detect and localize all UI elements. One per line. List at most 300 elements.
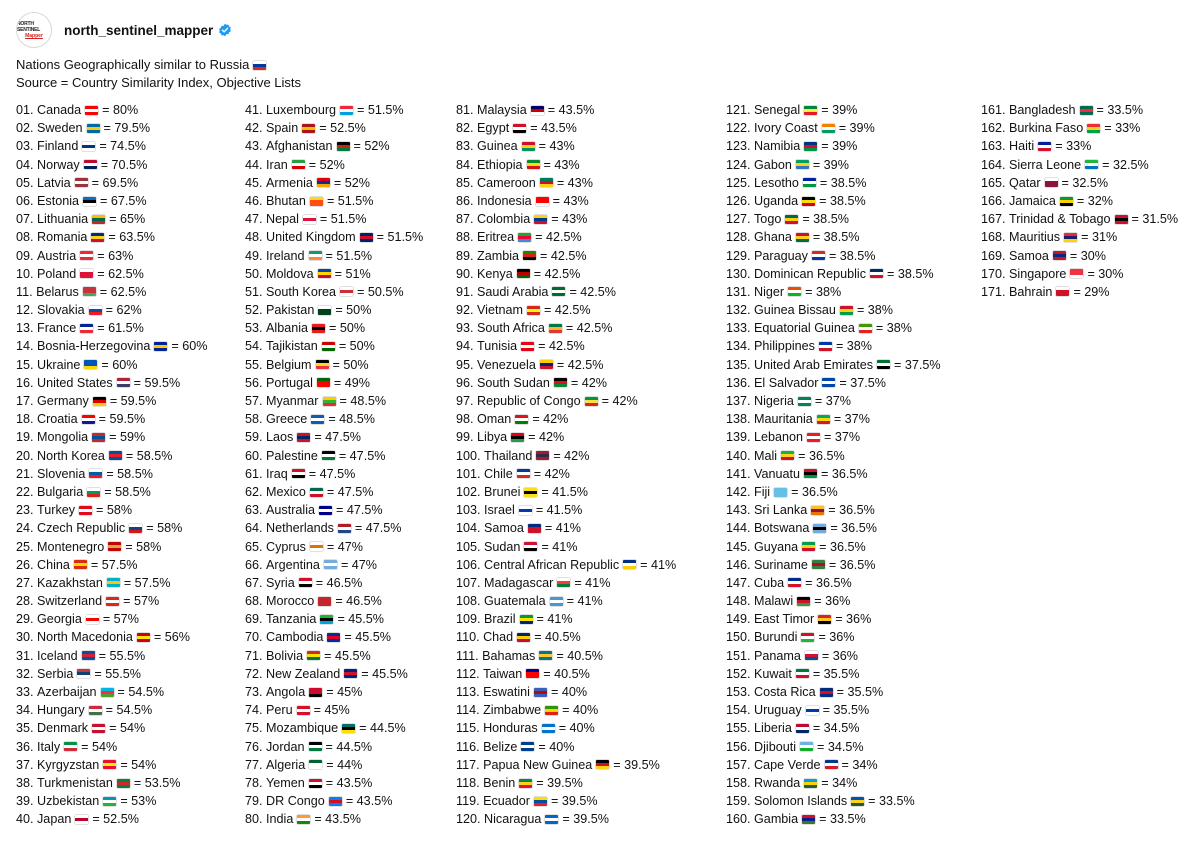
list-item xyxy=(726,410,941,428)
flag-icon xyxy=(870,269,883,278)
flag-icon xyxy=(318,306,331,315)
item-score: = 38.5% xyxy=(802,212,849,227)
item-country: Slovenia xyxy=(33,466,86,481)
item-country: Azerbaijan xyxy=(33,685,97,699)
list-item xyxy=(245,810,423,828)
list-item xyxy=(726,156,941,174)
item-rank: 99. xyxy=(456,430,474,445)
list-item xyxy=(981,228,1178,246)
item-rank: 28. xyxy=(16,594,34,609)
item-rank: 19. xyxy=(16,430,34,445)
item-country: Australia xyxy=(262,503,316,518)
item-country: Poland xyxy=(33,266,77,281)
list-item xyxy=(245,610,423,628)
item-country: Bahamas xyxy=(478,648,536,663)
item-rank: 105. xyxy=(456,539,481,554)
flag-icon xyxy=(536,451,549,460)
list-item xyxy=(245,137,423,155)
item-rank: 47. xyxy=(245,212,263,227)
item-score: = 44.5% xyxy=(359,721,406,736)
item-score: = 36.5% xyxy=(819,539,866,554)
list-item xyxy=(981,174,1178,192)
item-country: Canada xyxy=(33,103,82,117)
item-country: Brazil xyxy=(480,612,516,627)
item-rank: 123. xyxy=(726,139,751,154)
item-country: Mali xyxy=(750,448,778,463)
item-rank: 35. xyxy=(16,721,34,736)
item-score: = 63.5% xyxy=(108,230,155,245)
item-rank: 20. xyxy=(16,448,34,463)
list-item xyxy=(245,301,423,319)
flag-icon xyxy=(585,397,598,406)
item-country: Denmark xyxy=(33,721,89,736)
item-score: = 39% xyxy=(821,103,858,117)
caption-title: Nations Geographically similar to Russia xyxy=(16,57,250,72)
item-country: Niger xyxy=(750,284,785,299)
item-score: = 43.5% xyxy=(314,812,361,827)
item-score: = 50% xyxy=(335,303,372,318)
list-item xyxy=(245,701,423,719)
flag-icon xyxy=(802,815,815,824)
list-item xyxy=(16,428,207,446)
item-rank: 31. xyxy=(16,648,34,663)
item-rank: 63. xyxy=(245,503,263,518)
item-rank: 44. xyxy=(245,157,263,172)
item-score: = 42.5% xyxy=(569,284,616,299)
list-item xyxy=(726,428,941,446)
username[interactable]: north_sentinel_mapper xyxy=(64,22,214,38)
list-item xyxy=(981,156,1178,174)
flag-icon xyxy=(523,251,536,260)
item-score: = 45.5% xyxy=(337,612,384,627)
item-score: = 59.5% xyxy=(109,394,157,408)
item-score: = 39% xyxy=(838,121,875,136)
item-country: Haiti xyxy=(1005,139,1035,154)
item-score: = 42% xyxy=(533,466,570,481)
list-item xyxy=(245,519,423,537)
item-country: Costa Rica xyxy=(750,685,816,699)
flag-icon xyxy=(64,742,77,751)
list-item xyxy=(16,301,207,319)
flag-icon xyxy=(1115,215,1128,224)
item-country: Palestine xyxy=(262,448,318,463)
flag-icon xyxy=(84,160,97,169)
item-rank: 115. xyxy=(456,721,480,736)
item-score: = 38.5% xyxy=(828,248,876,263)
item-rank: 40. xyxy=(16,812,34,827)
list-item xyxy=(726,519,941,537)
list-item xyxy=(245,337,423,355)
item-rank: 34. xyxy=(16,703,34,718)
item-score: = 43.5% xyxy=(345,794,393,809)
item-score: = 51.5% xyxy=(326,193,374,208)
item-rank: 164. xyxy=(981,157,1006,172)
list-item xyxy=(726,501,941,519)
item-score: = 65% xyxy=(109,212,146,227)
flag-icon xyxy=(812,251,825,260)
item-score: = 40% xyxy=(562,703,599,718)
item-rank: 54. xyxy=(245,339,263,354)
item-country: Japan xyxy=(33,812,72,827)
item-score: = 41% xyxy=(544,521,581,536)
list-item xyxy=(726,319,941,337)
item-country: Ukraine xyxy=(33,357,81,372)
item-country: Gambia xyxy=(750,812,799,827)
item-rank: 165. xyxy=(981,175,1006,190)
item-rank: 124. xyxy=(726,157,751,172)
item-rank: 138. xyxy=(726,412,751,427)
list-item xyxy=(16,192,207,210)
item-rank: 94. xyxy=(456,339,474,354)
flag-icon xyxy=(840,306,853,315)
item-rank: 113. xyxy=(456,685,480,699)
item-country: Bangladesh xyxy=(1005,103,1076,117)
list-item xyxy=(16,719,207,737)
flag-icon xyxy=(292,469,305,478)
flag-icon xyxy=(344,669,357,678)
item-score: = 39.5% xyxy=(613,757,660,772)
flag-icon xyxy=(340,106,353,115)
flag-icon xyxy=(1070,269,1083,278)
list-item xyxy=(245,410,423,428)
item-score: = 30% xyxy=(1087,266,1124,281)
item-country: Djibouti xyxy=(750,739,797,754)
list-item xyxy=(245,483,423,501)
flag-icon xyxy=(82,651,95,660)
item-rank: 103. xyxy=(456,503,481,518)
item-rank: 114. xyxy=(456,703,480,718)
list-item xyxy=(981,265,1178,283)
item-rank: 71. xyxy=(245,648,263,663)
list-item xyxy=(456,192,676,210)
item-score: = 33.5% xyxy=(819,812,866,827)
item-country: Ivory Coast xyxy=(750,121,818,136)
item-country: Cuba xyxy=(750,575,785,590)
flag-icon xyxy=(319,506,332,515)
item-score: = 42.5% xyxy=(544,303,591,318)
caption-title-line xyxy=(16,56,301,74)
flag-icon xyxy=(329,797,342,806)
item-country: Croatia xyxy=(33,412,78,427)
flag-icon xyxy=(540,178,553,187)
list-item xyxy=(456,119,676,137)
flag-icon xyxy=(1064,233,1077,242)
list-item xyxy=(726,810,941,828)
item-country: Ireland xyxy=(262,248,305,263)
flag-icon xyxy=(796,160,809,169)
item-rank: 48. xyxy=(245,230,263,245)
flag-icon xyxy=(312,324,325,333)
flag-icon xyxy=(774,488,787,497)
flag-icon xyxy=(316,360,329,369)
item-rank: 04. xyxy=(16,157,34,172)
list-item xyxy=(726,192,941,210)
item-score: = 61.5% xyxy=(97,321,144,336)
list-item xyxy=(456,283,676,301)
list-item xyxy=(726,283,941,301)
item-rank: 125. xyxy=(726,175,751,190)
item-score: = 32.5% xyxy=(1102,157,1149,172)
item-rank: 166. xyxy=(981,193,1006,208)
item-country: Afghanistan xyxy=(262,139,333,154)
item-score: = 36.5% xyxy=(828,557,876,572)
item-country: Syria xyxy=(262,575,295,590)
item-rank: 169. xyxy=(981,248,1006,263)
item-score: = 37% xyxy=(833,412,870,427)
item-rank: 146. xyxy=(726,557,751,572)
item-country: Turkey xyxy=(33,503,76,518)
list-item xyxy=(981,119,1178,137)
item-score: = 74.5% xyxy=(99,139,146,154)
item-rank: 168. xyxy=(981,230,1006,245)
item-rank: 36. xyxy=(16,739,34,754)
flag-icon xyxy=(92,724,105,733)
item-country: Qatar xyxy=(1005,175,1041,190)
item-score: = 36.5% xyxy=(830,521,877,536)
flag-icon xyxy=(851,797,864,806)
flag-icon xyxy=(106,597,119,606)
item-country: Paraguay xyxy=(750,248,808,263)
item-country: Iraq xyxy=(262,466,288,481)
item-score: = 60% xyxy=(171,339,208,354)
flag-icon xyxy=(545,706,558,715)
flag-icon xyxy=(806,706,819,715)
item-score: = 57.5% xyxy=(123,575,171,590)
list-item xyxy=(456,156,676,174)
list-item xyxy=(456,756,676,774)
flag-icon xyxy=(311,415,324,424)
list-item xyxy=(726,756,941,774)
item-country: France xyxy=(33,321,77,336)
item-score: = 33% xyxy=(1055,139,1092,154)
item-rank: 91. xyxy=(456,284,474,299)
item-score: = 33% xyxy=(1104,121,1141,136)
list-item xyxy=(456,137,676,155)
flag-icon xyxy=(338,524,351,533)
list-item xyxy=(456,410,676,428)
item-rank: 43. xyxy=(245,139,263,154)
item-rank: 70. xyxy=(245,630,263,645)
item-rank: 21. xyxy=(16,466,34,481)
list-item xyxy=(726,174,941,192)
item-score: = 45.5% xyxy=(324,648,371,663)
item-country: Sierra Leone xyxy=(1005,157,1082,172)
list-item xyxy=(726,101,941,119)
flag-icon xyxy=(92,215,105,224)
item-rank: 14. xyxy=(16,339,34,354)
flag-icon xyxy=(549,324,562,333)
item-score: = 37.5% xyxy=(894,357,941,372)
item-country: Guyana xyxy=(750,539,799,554)
item-rank: 16. xyxy=(16,375,34,390)
item-score: = 47.5% xyxy=(326,484,374,499)
item-country: Slovakia xyxy=(33,303,85,318)
flag-icon xyxy=(75,178,88,187)
item-rank: 84. xyxy=(456,157,474,172)
item-country: Tanzania xyxy=(262,612,317,627)
list-item xyxy=(245,665,423,683)
item-rank: 41. xyxy=(245,103,263,117)
item-country: Mozambique xyxy=(262,721,339,736)
item-country: South Sudan xyxy=(473,375,550,390)
item-country: Hungary xyxy=(33,703,85,718)
flag-icon xyxy=(524,542,537,551)
list-item xyxy=(245,774,423,792)
item-rank: 76. xyxy=(245,739,263,754)
item-score: = 30% xyxy=(1069,248,1106,263)
item-country: Colombia xyxy=(473,212,531,227)
item-country: Yemen xyxy=(262,775,305,790)
item-country: Luxembourg xyxy=(262,103,337,117)
flag-icon xyxy=(154,342,167,351)
item-rank: 13. xyxy=(16,321,34,336)
flag-icon xyxy=(517,469,530,478)
item-country: Jordan xyxy=(262,739,305,754)
item-country: Vietnam xyxy=(473,303,523,318)
item-score: = 50.5% xyxy=(357,284,404,299)
flag-icon xyxy=(798,397,811,406)
item-rank: 15. xyxy=(16,357,34,372)
item-country: Brunei xyxy=(480,484,521,499)
flag-icon xyxy=(805,651,818,660)
flag-icon xyxy=(309,742,322,751)
item-country: Myanmar xyxy=(262,394,319,408)
list-item xyxy=(16,738,207,756)
item-country: Laos xyxy=(262,430,294,445)
item-rank: 30. xyxy=(16,630,34,645)
list-item xyxy=(16,319,207,337)
flag-icon xyxy=(1053,251,1066,260)
item-score: = 39.5% xyxy=(562,812,609,827)
item-score: = 44.5% xyxy=(325,739,373,754)
item-rank: 52. xyxy=(245,303,263,318)
list-item xyxy=(726,647,941,665)
flag-icon xyxy=(310,542,323,551)
item-score: = 40% xyxy=(550,685,588,699)
flag-icon xyxy=(101,688,114,697)
item-country: Algeria xyxy=(262,757,306,772)
item-score: = 59.5% xyxy=(133,375,181,390)
item-score: = 51.5% xyxy=(319,212,367,227)
item-country: Lesotho xyxy=(750,175,799,190)
list-item xyxy=(245,719,423,737)
flag-icon xyxy=(292,160,305,169)
flag-icon xyxy=(534,688,547,697)
item-score: = 33.5% xyxy=(868,794,915,809)
item-rank: 65. xyxy=(245,539,263,554)
flag-icon xyxy=(1060,197,1073,206)
item-score: = 53.5% xyxy=(133,775,181,790)
flag-icon xyxy=(513,124,526,133)
item-score: = 54.5% xyxy=(105,703,153,718)
item-rank: 81. xyxy=(456,103,474,117)
flag-icon xyxy=(552,287,565,296)
caption-source: Source = Country Similarity Index, Objective Lists xyxy=(16,75,302,90)
item-rank: 18. xyxy=(16,412,34,427)
flag-icon xyxy=(542,724,555,733)
list-item xyxy=(245,210,423,228)
item-rank: 137. xyxy=(726,394,751,408)
flag-icon xyxy=(804,469,817,478)
list-item xyxy=(456,592,676,610)
item-rank: 148. xyxy=(726,594,751,609)
flag-icon xyxy=(796,233,809,242)
item-score: = 43% xyxy=(543,157,580,172)
flag-icon xyxy=(540,360,553,369)
item-score: = 45% xyxy=(313,703,350,718)
item-country: Mauritania xyxy=(750,412,813,427)
list-item xyxy=(16,556,207,574)
list-item xyxy=(245,101,423,119)
flag-icon xyxy=(801,633,814,642)
item-country: Tunisia xyxy=(473,339,518,354)
item-score: = 52% xyxy=(353,139,390,154)
item-country: Kazakhstan xyxy=(33,575,103,590)
item-score: = 33.5% xyxy=(1096,103,1144,117)
item-country: Solomon Islands xyxy=(750,794,848,809)
avatar[interactable] xyxy=(16,12,52,48)
item-country: Vanuatu xyxy=(750,466,800,481)
flag-icon xyxy=(545,815,558,824)
flag-icon xyxy=(92,433,105,442)
item-rank: 51. xyxy=(245,284,263,299)
item-score: = 42.5% xyxy=(538,339,585,354)
list-item xyxy=(16,665,207,683)
item-country: Suriname xyxy=(750,557,808,572)
item-rank: 89. xyxy=(456,248,474,263)
list-item xyxy=(726,137,941,155)
item-rank: 92. xyxy=(456,303,474,318)
item-score: = 42% xyxy=(601,394,638,408)
list-item xyxy=(245,592,423,610)
flag-icon xyxy=(550,597,563,606)
item-country: Chad xyxy=(479,630,514,645)
flag-icon xyxy=(83,197,96,206)
item-score: = 56% xyxy=(153,630,190,645)
item-rank: 171. xyxy=(981,284,1006,299)
list-item xyxy=(16,683,207,701)
item-score: = 36% xyxy=(814,594,851,609)
flag-icon xyxy=(117,378,130,387)
item-score: = 42.5% xyxy=(540,248,587,263)
list-item xyxy=(456,301,676,319)
item-score: = 44% xyxy=(326,757,363,772)
item-score: = 42.5% xyxy=(556,357,604,372)
list-item xyxy=(726,592,941,610)
list-item xyxy=(245,428,423,446)
list-item xyxy=(456,683,676,701)
item-score: = 47.5% xyxy=(308,466,356,481)
item-country: Honduras xyxy=(479,721,538,736)
flag-icon xyxy=(103,797,116,806)
item-rank: 42. xyxy=(245,121,263,136)
item-rank: 24. xyxy=(16,521,34,536)
item-rank: 132. xyxy=(726,303,751,318)
list-item xyxy=(726,774,941,792)
item-score: = 50% xyxy=(338,339,375,354)
list-item xyxy=(16,392,207,410)
item-country: United Kingdom xyxy=(262,230,356,245)
item-score: = 51.5% xyxy=(376,230,424,245)
list-item xyxy=(726,719,941,737)
item-rank: 141. xyxy=(726,466,751,481)
item-country: Philippines xyxy=(750,339,815,354)
item-country: Uganda xyxy=(750,193,799,208)
item-country: Rwanda xyxy=(750,775,801,790)
item-country: Uzbekistan xyxy=(33,794,100,809)
item-country: Central African Republic xyxy=(480,557,620,572)
flag-icon xyxy=(89,706,102,715)
